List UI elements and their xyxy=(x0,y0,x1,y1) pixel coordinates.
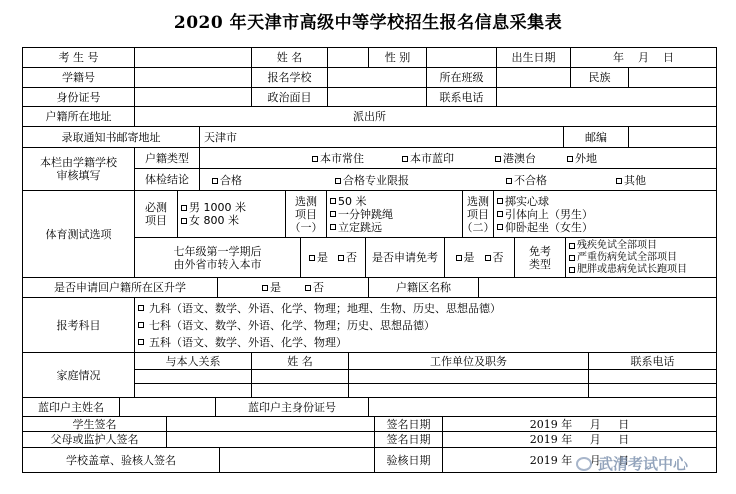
pe-option-situp[interactable] xyxy=(497,221,593,234)
option-label: 不合格 xyxy=(514,174,547,187)
checkbox-icon xyxy=(305,285,311,291)
checkbox-icon xyxy=(138,339,144,345)
family-cell[interactable] xyxy=(251,369,349,384)
review-section-label xyxy=(22,147,135,191)
school-field[interactable] xyxy=(327,67,427,88)
review-label-line1: 本栏由学籍学校 xyxy=(40,156,117,169)
label-parent-sign-date: 签名日期 xyxy=(374,431,443,448)
text: （一） xyxy=(289,220,323,234)
label-phone: 联系电话 xyxy=(426,87,497,107)
verify-date[interactable]: 2019 年 月 日 xyxy=(442,447,717,473)
option-label: 引体向上（男生） xyxy=(505,207,593,221)
hukou-type-options xyxy=(199,147,717,169)
label-subjects: 报考科目 xyxy=(22,297,135,353)
option-label: 女 800 米 xyxy=(189,214,239,227)
id-field[interactable] xyxy=(134,87,252,107)
health-option-other[interactable] xyxy=(616,174,646,187)
hukou-option-nonlocal[interactable] xyxy=(567,152,597,165)
review-label-line2: 审核填写 xyxy=(56,169,101,182)
health-options xyxy=(199,168,717,191)
label-verify-date: 验核日期 xyxy=(374,447,443,473)
label-student-signature: 学生签名 xyxy=(22,416,167,432)
exempt-no[interactable] xyxy=(485,251,504,264)
student-signature-field[interactable] xyxy=(166,416,375,432)
checkbox-icon xyxy=(138,305,144,311)
option-label: 港澳台 xyxy=(503,152,536,165)
label-political: 政治面目 xyxy=(251,87,328,107)
label-family: 家庭情况 xyxy=(22,352,135,398)
hukou-option-local[interactable] xyxy=(312,152,364,165)
label-student-no: 学籍号 xyxy=(22,67,135,88)
label-blue-holder: 蓝印户主姓名 xyxy=(22,397,120,417)
transfer-no[interactable] xyxy=(338,251,357,264)
checkbox-icon xyxy=(181,205,187,211)
text: 项目 xyxy=(467,207,489,221)
transfer-yes[interactable] xyxy=(309,251,328,264)
option-label: 七科（语文、数学、外语、化学、物理；历史、思想品德） xyxy=(149,318,435,332)
exam-no-field[interactable] xyxy=(134,47,252,68)
checkbox-icon xyxy=(338,255,344,261)
pe-option-pullup[interactable] xyxy=(497,208,593,221)
pe-option-shot[interactable] xyxy=(497,195,549,208)
subject-option-seven[interactable] xyxy=(138,317,435,334)
parent-signature-field[interactable] xyxy=(166,431,375,448)
subject-options xyxy=(134,297,717,353)
option-label: 外地 xyxy=(575,152,597,165)
mail-address-field[interactable]: 天津市 xyxy=(199,126,564,148)
political-field[interactable] xyxy=(327,87,427,107)
label-return-district: 是否申请回户籍所在区升学 xyxy=(22,277,218,298)
label-pe-optional-2 xyxy=(462,190,494,238)
return-yes-no xyxy=(217,277,369,298)
hukou-address-field[interactable] xyxy=(134,106,717,127)
family-cell[interactable] xyxy=(134,369,252,384)
family-header-name: 姓 名 xyxy=(251,352,349,370)
checkbox-icon xyxy=(262,285,268,291)
option-label: 合格专业限报 xyxy=(343,174,409,187)
birth-date-field[interactable]: 年 月 日 xyxy=(570,47,717,68)
ethnic-field[interactable] xyxy=(628,67,717,88)
exempt-yes[interactable] xyxy=(456,251,475,264)
text: 必测 xyxy=(145,201,167,214)
label-sign-date: 签名日期 xyxy=(374,416,443,432)
family-cell[interactable] xyxy=(348,383,589,398)
label-hukou-address: 户籍所在地址 xyxy=(22,106,135,127)
label-mail-address: 录取通知书邮寄地址 xyxy=(22,126,200,148)
family-cell[interactable] xyxy=(251,383,349,398)
health-option-pass[interactable] xyxy=(212,174,242,187)
label-school-signature: 学校盖章、验核人签名 xyxy=(22,447,220,473)
subject-option-five[interactable] xyxy=(138,334,347,351)
label-ethnic: 民族 xyxy=(570,67,629,88)
checkbox-icon xyxy=(330,224,336,230)
exempt-option-disability[interactable] xyxy=(569,240,657,252)
checkbox-icon xyxy=(212,178,218,184)
option-label: 九科（语文、数学、外语、化学、物理；地理、生物、历史、思想品德） xyxy=(149,301,501,315)
option-label: 否 xyxy=(346,251,357,264)
option-label: 是 xyxy=(270,281,281,294)
option-label: 掷实心球 xyxy=(505,194,549,208)
pe-optional-2-options xyxy=(493,190,717,238)
blue-holder-field[interactable] xyxy=(119,397,216,417)
family-cell[interactable] xyxy=(588,369,717,384)
watermark xyxy=(576,453,688,474)
checkbox-icon xyxy=(312,156,318,162)
pe-option-female-800m[interactable] xyxy=(181,214,239,227)
family-header-phone: 联系电话 xyxy=(588,352,717,370)
label-class: 所在班级 xyxy=(426,67,497,88)
text: 由外省市转入本市 xyxy=(173,257,262,271)
checkbox-icon xyxy=(402,156,408,162)
checkbox-icon xyxy=(335,178,341,184)
option-label: 肥胖或患病免试长跑项目 xyxy=(577,263,687,275)
checkbox-icon xyxy=(495,156,501,162)
label-pe: 体育测试选项 xyxy=(22,190,135,278)
pe-required-options xyxy=(177,190,286,238)
pe-option-male-1000m[interactable] xyxy=(181,201,246,214)
label-name: 姓 名 xyxy=(251,47,328,68)
label-exempt-type xyxy=(514,237,566,278)
checkbox-icon xyxy=(330,198,336,204)
option-label: 男 1000 米 xyxy=(189,201,246,214)
text: 选测 xyxy=(295,194,317,208)
label-hukou-type: 户籍类型 xyxy=(134,147,200,169)
option-label: 本市蓝印 xyxy=(410,152,454,165)
label-school: 报名学校 xyxy=(251,67,328,88)
checkbox-icon xyxy=(456,255,462,261)
health-option-fail[interactable] xyxy=(506,174,547,187)
option-label: 是 xyxy=(317,251,328,264)
label-gender: 性 别 xyxy=(368,47,427,68)
checkbox-icon xyxy=(569,255,575,261)
label-exam-no: 考 生 号 xyxy=(22,47,135,68)
student-sign-date[interactable]: 2019 年 月 日 xyxy=(442,416,717,432)
form-title: 2020 年天津市高级中等学校招生报名信息采集表 xyxy=(173,13,563,33)
label-pe-optional-1 xyxy=(285,190,327,238)
label-pe-required xyxy=(134,190,178,238)
checkbox-icon xyxy=(616,178,622,184)
blue-holder-id-field[interactable] xyxy=(368,397,717,417)
exempt-option-injury[interactable] xyxy=(569,252,677,264)
exempt-yes-no xyxy=(444,237,515,278)
option-label: 残疾免试全部项目 xyxy=(577,239,657,251)
option-label: 是 xyxy=(463,251,475,264)
checkbox-icon xyxy=(497,224,503,230)
hukou-option-blue[interactable] xyxy=(402,152,454,165)
option-label: 严重伤病免试全部项目 xyxy=(577,251,677,263)
text: 免考 xyxy=(529,244,551,258)
checkbox-icon xyxy=(569,267,575,273)
checkbox-icon xyxy=(497,198,503,204)
pe-option-50m[interactable] xyxy=(330,195,367,208)
label-health: 体检结论 xyxy=(134,168,200,191)
school-signature-field[interactable] xyxy=(219,447,375,473)
return-yes[interactable] xyxy=(262,281,281,294)
checkbox-icon xyxy=(485,255,491,261)
option-label: 五科（语文、数学、外语、化学、物理） xyxy=(149,335,347,349)
label-blue-holder-id: 蓝印户主身份证号 xyxy=(215,397,369,417)
text: 项目 xyxy=(145,214,167,227)
option-label: 一分钟跳绳 xyxy=(338,207,393,221)
gender-field[interactable] xyxy=(426,47,497,68)
option-label: 仰卧起坐（女生） xyxy=(505,220,593,234)
label-parent-signature: 父母或监护人签名 xyxy=(22,431,167,448)
police-station-label: 派出所 xyxy=(353,110,386,123)
family-cell[interactable] xyxy=(134,383,252,398)
label-id: 身份证号 xyxy=(22,87,135,107)
exempt-option-obesity[interactable] xyxy=(569,264,687,276)
parent-sign-date[interactable]: 2019 年 月 日 xyxy=(442,431,717,448)
option-label: 本市常住 xyxy=(320,152,364,165)
student-no-field[interactable] xyxy=(134,67,252,88)
text: （二） xyxy=(461,220,495,234)
checkbox-icon xyxy=(506,178,512,184)
checkbox-icon xyxy=(567,156,573,162)
transfer-yes-no xyxy=(300,237,366,278)
label-postcode: 邮编 xyxy=(563,126,629,148)
text: 选测 xyxy=(467,194,489,208)
wechat-icon xyxy=(576,457,592,471)
text: 类型 xyxy=(529,257,551,271)
option-label: 50 米 xyxy=(338,194,367,208)
label-birth-date: 出生日期 xyxy=(496,47,571,68)
phone-field[interactable] xyxy=(496,87,717,107)
hukou-option-hkmt[interactable] xyxy=(495,152,536,165)
checkbox-icon xyxy=(569,243,575,249)
option-label: 其他 xyxy=(624,174,646,187)
checkbox-icon xyxy=(330,211,336,217)
district-name-field[interactable] xyxy=(478,277,717,298)
pe-option-jump[interactable] xyxy=(330,221,382,234)
postcode-field[interactable] xyxy=(628,126,717,148)
return-no[interactable] xyxy=(305,281,324,294)
checkbox-icon xyxy=(309,255,315,261)
family-header-relation: 与本人关系 xyxy=(134,352,252,370)
text: 七年级第一学期后 xyxy=(173,244,262,258)
checkbox-icon xyxy=(138,322,144,328)
family-cell[interactable] xyxy=(588,383,717,398)
option-label: 否 xyxy=(492,251,504,264)
health-option-limited[interactable] xyxy=(335,174,409,187)
checkbox-icon xyxy=(497,211,503,217)
exempt-type-options xyxy=(565,237,717,278)
name-field[interactable] xyxy=(327,47,369,68)
option-label: 否 xyxy=(313,281,324,294)
family-cell[interactable] xyxy=(348,369,589,384)
option-label: 合格 xyxy=(220,174,242,187)
subject-option-nine[interactable] xyxy=(138,300,501,317)
label-district-name: 户籍区名称 xyxy=(368,277,479,298)
label-exempt: 是否申请免考 xyxy=(365,237,445,278)
pe-optional-1-options xyxy=(326,190,463,238)
family-header-work: 工作单位及职务 xyxy=(348,352,589,370)
checkbox-icon xyxy=(181,218,187,224)
option-label: 立定跳远 xyxy=(338,220,382,234)
class-field[interactable] xyxy=(496,67,571,88)
label-transfer xyxy=(134,237,301,278)
pe-option-rope[interactable] xyxy=(330,208,393,221)
text: 项目 xyxy=(295,207,317,221)
watermark-text: 武清考试中心 xyxy=(598,455,689,473)
